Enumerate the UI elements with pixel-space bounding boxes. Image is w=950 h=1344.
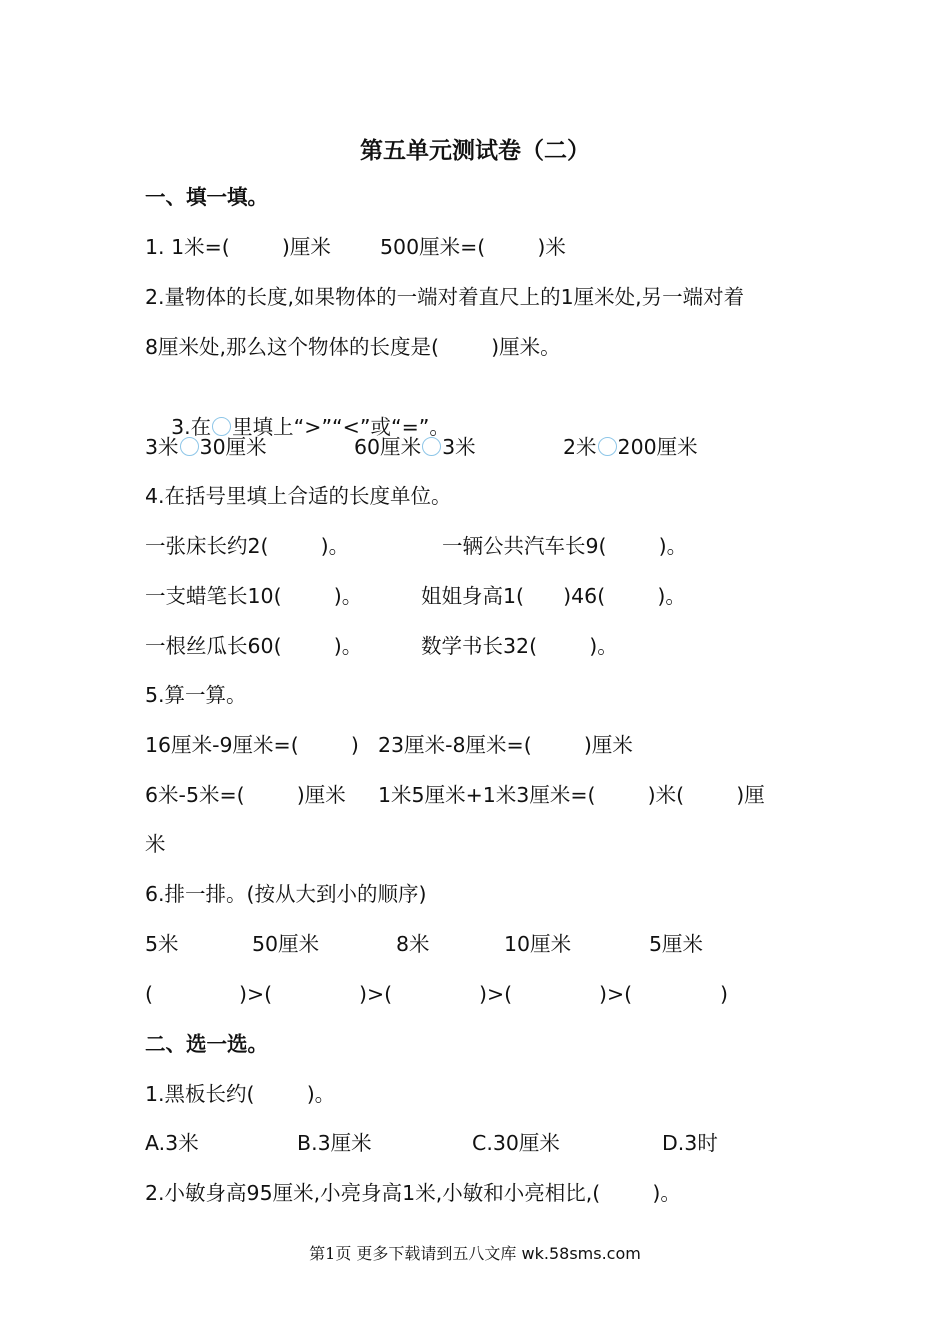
comparison-1 [145,432,267,462]
option-c: C.30厘米 [472,1131,560,1155]
s2-q2-stem: 2.小敏身高95厘米,小亮身高1米,小敏和小亮相比,( )。 [145,1181,681,1205]
q6-item: 50厘米 [252,932,320,956]
q5-row2-b: 1米5厘米+1米3厘米=( )米( )厘 [378,783,765,807]
q4-row2 [145,581,686,611]
comparison-2 [354,432,476,462]
q6-blank: ) [720,982,728,1006]
footer-link[interactable]: wk.58sms.com [521,1244,641,1263]
section1-heading: 一、填一填。 [145,185,268,209]
q4-row1-b: 一辆公共汽车长9( )。 [442,534,688,558]
q3-line [145,382,450,439]
q6-item: 10厘米 [504,932,572,956]
q1-part-b: 500厘米=( )米 [380,235,566,259]
q6-item: 5厘米 [649,932,704,956]
section2-heading: 二、选一选。 [145,1032,268,1056]
q6-blank: )>( [479,982,513,1006]
comparison-3-left: 2米 [563,435,597,459]
q5-heading: 5.算一算。 [145,683,247,707]
q4-row1 [145,531,688,561]
option-a: A.3米 [145,1131,199,1155]
q4-row2-b: 姐姐身高1( )46( )。 [421,584,686,608]
q2-line1: 2.量物体的长度,如果物体的一端对着直尺上的1厘米处,另一端对着 [145,285,745,309]
footer-text: 第1页 更多下载请到五八文库 [309,1244,517,1263]
page-footer [0,1241,950,1264]
q6-heading: 6.排一排。(按从大到小的顺序) [145,882,427,906]
q6-blanks [145,979,728,1009]
q6-item: 5米 [145,932,179,956]
q6-items [145,929,704,959]
q4-heading: 4.在括号里填上合适的长度单位。 [145,484,452,508]
q6-blank: )>( [359,982,393,1006]
comparison-2-left: 60厘米 [354,435,422,459]
page-title: 第五单元测试卷（二） [360,137,590,164]
q5-row3: 米 [145,832,166,856]
q3-prefix: 3.在 [171,415,212,439]
q5-row2-a: 6米-5米=( )厘米 [145,783,346,807]
s2-q1-stem: 1.黑板长约( )。 [145,1082,336,1106]
option-d: D.3时 [662,1131,718,1155]
q5-row1 [145,730,633,760]
s2-q1-options [145,1128,718,1158]
q4-row3 [145,631,618,661]
q4-row3-a: 一根丝瓜长60( )。 [145,634,363,658]
q1-line [145,232,566,262]
comparison-circle-icon[interactable] [422,437,441,456]
q1-part-a: 1. 1米=( )厘米 [145,235,331,259]
comparison-circle-icon[interactable] [180,437,199,456]
q4-row2-a: 一支蜡笔长10( )。 [145,584,363,608]
q4-row3-b: 数学书长32( )。 [421,634,618,658]
q5-row1-a: 16厘米-9厘米=( ) [145,733,359,757]
option-b: B.3厘米 [297,1131,372,1155]
q6-item: 8米 [396,932,430,956]
comparison-circle-icon[interactable] [598,437,617,456]
comparison-1-right: 30厘米 [199,435,267,459]
comparison-3 [563,432,698,462]
comparison-1-left: 3米 [145,435,179,459]
q2-line2: 8厘米处,那么这个物体的长度是( )厘米。 [145,335,561,359]
q3-suffix: 里填上“>”“<”或“=”。 [232,415,450,439]
q5-row2 [145,780,765,810]
q3-comparisons [145,432,698,462]
comparison-3-right: 200厘米 [617,435,698,459]
q6-blank: ( [145,982,153,1006]
q5-row1-b: 23厘米-8厘米=( )厘米 [378,733,633,757]
q6-blank: )>( [239,982,273,1006]
q6-blank: )>( [599,982,633,1006]
comparison-2-right: 3米 [442,435,476,459]
q4-row1-a: 一张床长约2( )。 [145,534,350,558]
